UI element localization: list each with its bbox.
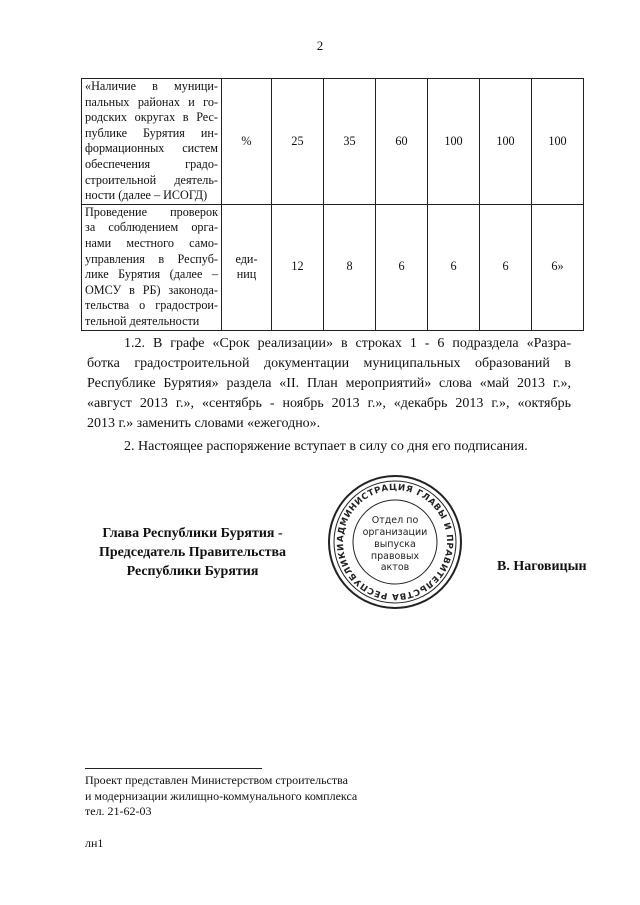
description-line: «Наличие в муници- <box>85 79 218 93</box>
value-cell: 8 <box>324 204 376 330</box>
row-description <box>82 79 222 205</box>
paragraph-1-2 <box>87 334 571 434</box>
description-line: обеспечения градо- <box>85 156 218 171</box>
value-cell: 6 <box>428 204 480 330</box>
row-description <box>82 204 222 330</box>
description-line: управления в Респуб- <box>85 251 218 266</box>
paragraph-line: 2. Настоящее распоряжение вступает в силу со дня его подписания. <box>124 439 528 454</box>
document-code: лн1 <box>85 836 104 850</box>
table-row <box>82 204 584 330</box>
value-cell: 12 <box>272 204 324 330</box>
signatory-name: В. Наговицын <box>497 559 587 574</box>
description-line: формационных систем <box>85 141 218 156</box>
stamp-center-line: актов <box>380 562 410 573</box>
signatory-title-line: Республики Бурятия <box>126 564 259 579</box>
stamp-center-line: Отдел по <box>371 515 419 526</box>
description-line: ОМСУ в РБ) законода- <box>85 282 218 297</box>
footnote-line: тел. 21-62-03 <box>85 804 152 818</box>
description-line: тельной деятельности <box>85 313 200 328</box>
signatory-title <box>60 524 325 581</box>
unit-text: еди- <box>235 251 258 266</box>
signatory-title-line: Глава Республики Бурятия - <box>102 526 283 541</box>
official-stamp <box>326 473 464 611</box>
description-line: публике Бурятия ин- <box>85 125 218 140</box>
stamp-center-line: правовых <box>370 551 420 562</box>
unit-cell <box>222 79 272 205</box>
description-line: ности (далее – ИСОГД) <box>85 188 208 203</box>
value-cell: 100 <box>480 79 532 205</box>
unit-text: % <box>241 133 252 148</box>
table-row <box>82 79 584 205</box>
unit-text: ниц <box>236 267 257 282</box>
stamp-center-line: выпуска <box>374 539 416 550</box>
description-line: Проведение проверок <box>85 204 218 219</box>
value-cell: 25 <box>272 79 324 205</box>
stamp-ring-text: АДМИНИСТРАЦИЯ ГЛАВЫ И ПРАВИТЕЛЬСТВА РЕСПУБЛИКИ <box>335 482 455 602</box>
indicators-table <box>81 78 584 331</box>
description-line: пальных районах и го- <box>85 94 218 109</box>
description-line: за соблюдением орга- <box>85 220 218 235</box>
description-line: строительной деятель- <box>85 172 218 187</box>
value-cell: 100 <box>532 79 584 205</box>
description-line: лике Бурятия (далее – <box>85 267 218 282</box>
unit-cell <box>222 204 272 330</box>
value-cell: 35 <box>324 79 376 205</box>
description-line: родских округах в Рес- <box>85 110 218 125</box>
footnote-line: Проект представлен Министерством строительства <box>85 773 348 787</box>
footnote <box>85 773 357 820</box>
footnote-line: и модернизации жилищно-коммунального комплекса <box>85 788 358 803</box>
signatory-title-line: Председатель Правительства <box>98 545 287 560</box>
description-line: тельства о градострои- <box>85 298 218 313</box>
page-number: 2 <box>316 38 324 53</box>
value-cell: 6» <box>532 204 584 330</box>
paragraph-2 <box>87 437 571 457</box>
value-cell: 100 <box>428 79 480 205</box>
value-cell: 6 <box>480 204 532 330</box>
paragraph-line: Республике Бурятия» раздела «II. План мероприятий» слова «май 2013 г.», <box>87 376 571 391</box>
paragraph-line: «август 2013 г.», «сентябрь - ноябрь 2013 г.», «декабрь 2013 г.», «октябрь <box>87 396 571 411</box>
stamp-center-line: организации <box>362 527 428 538</box>
value-cell: 60 <box>376 79 428 205</box>
paragraph-line: ботка градостроительной документации муниципальных образований в <box>87 356 571 371</box>
stamp-graphic <box>326 473 464 611</box>
value-cell: 6 <box>376 204 428 330</box>
paragraph-line: 1.2. В графе «Срок реализации» в строках 1 - 6 подраздела «Разра- <box>124 336 571 351</box>
footnote-divider <box>85 768 262 769</box>
paragraph-line: 2013 г.» заменить словами «ежегодно». <box>87 416 321 431</box>
description-line: нами местного само- <box>85 235 218 250</box>
